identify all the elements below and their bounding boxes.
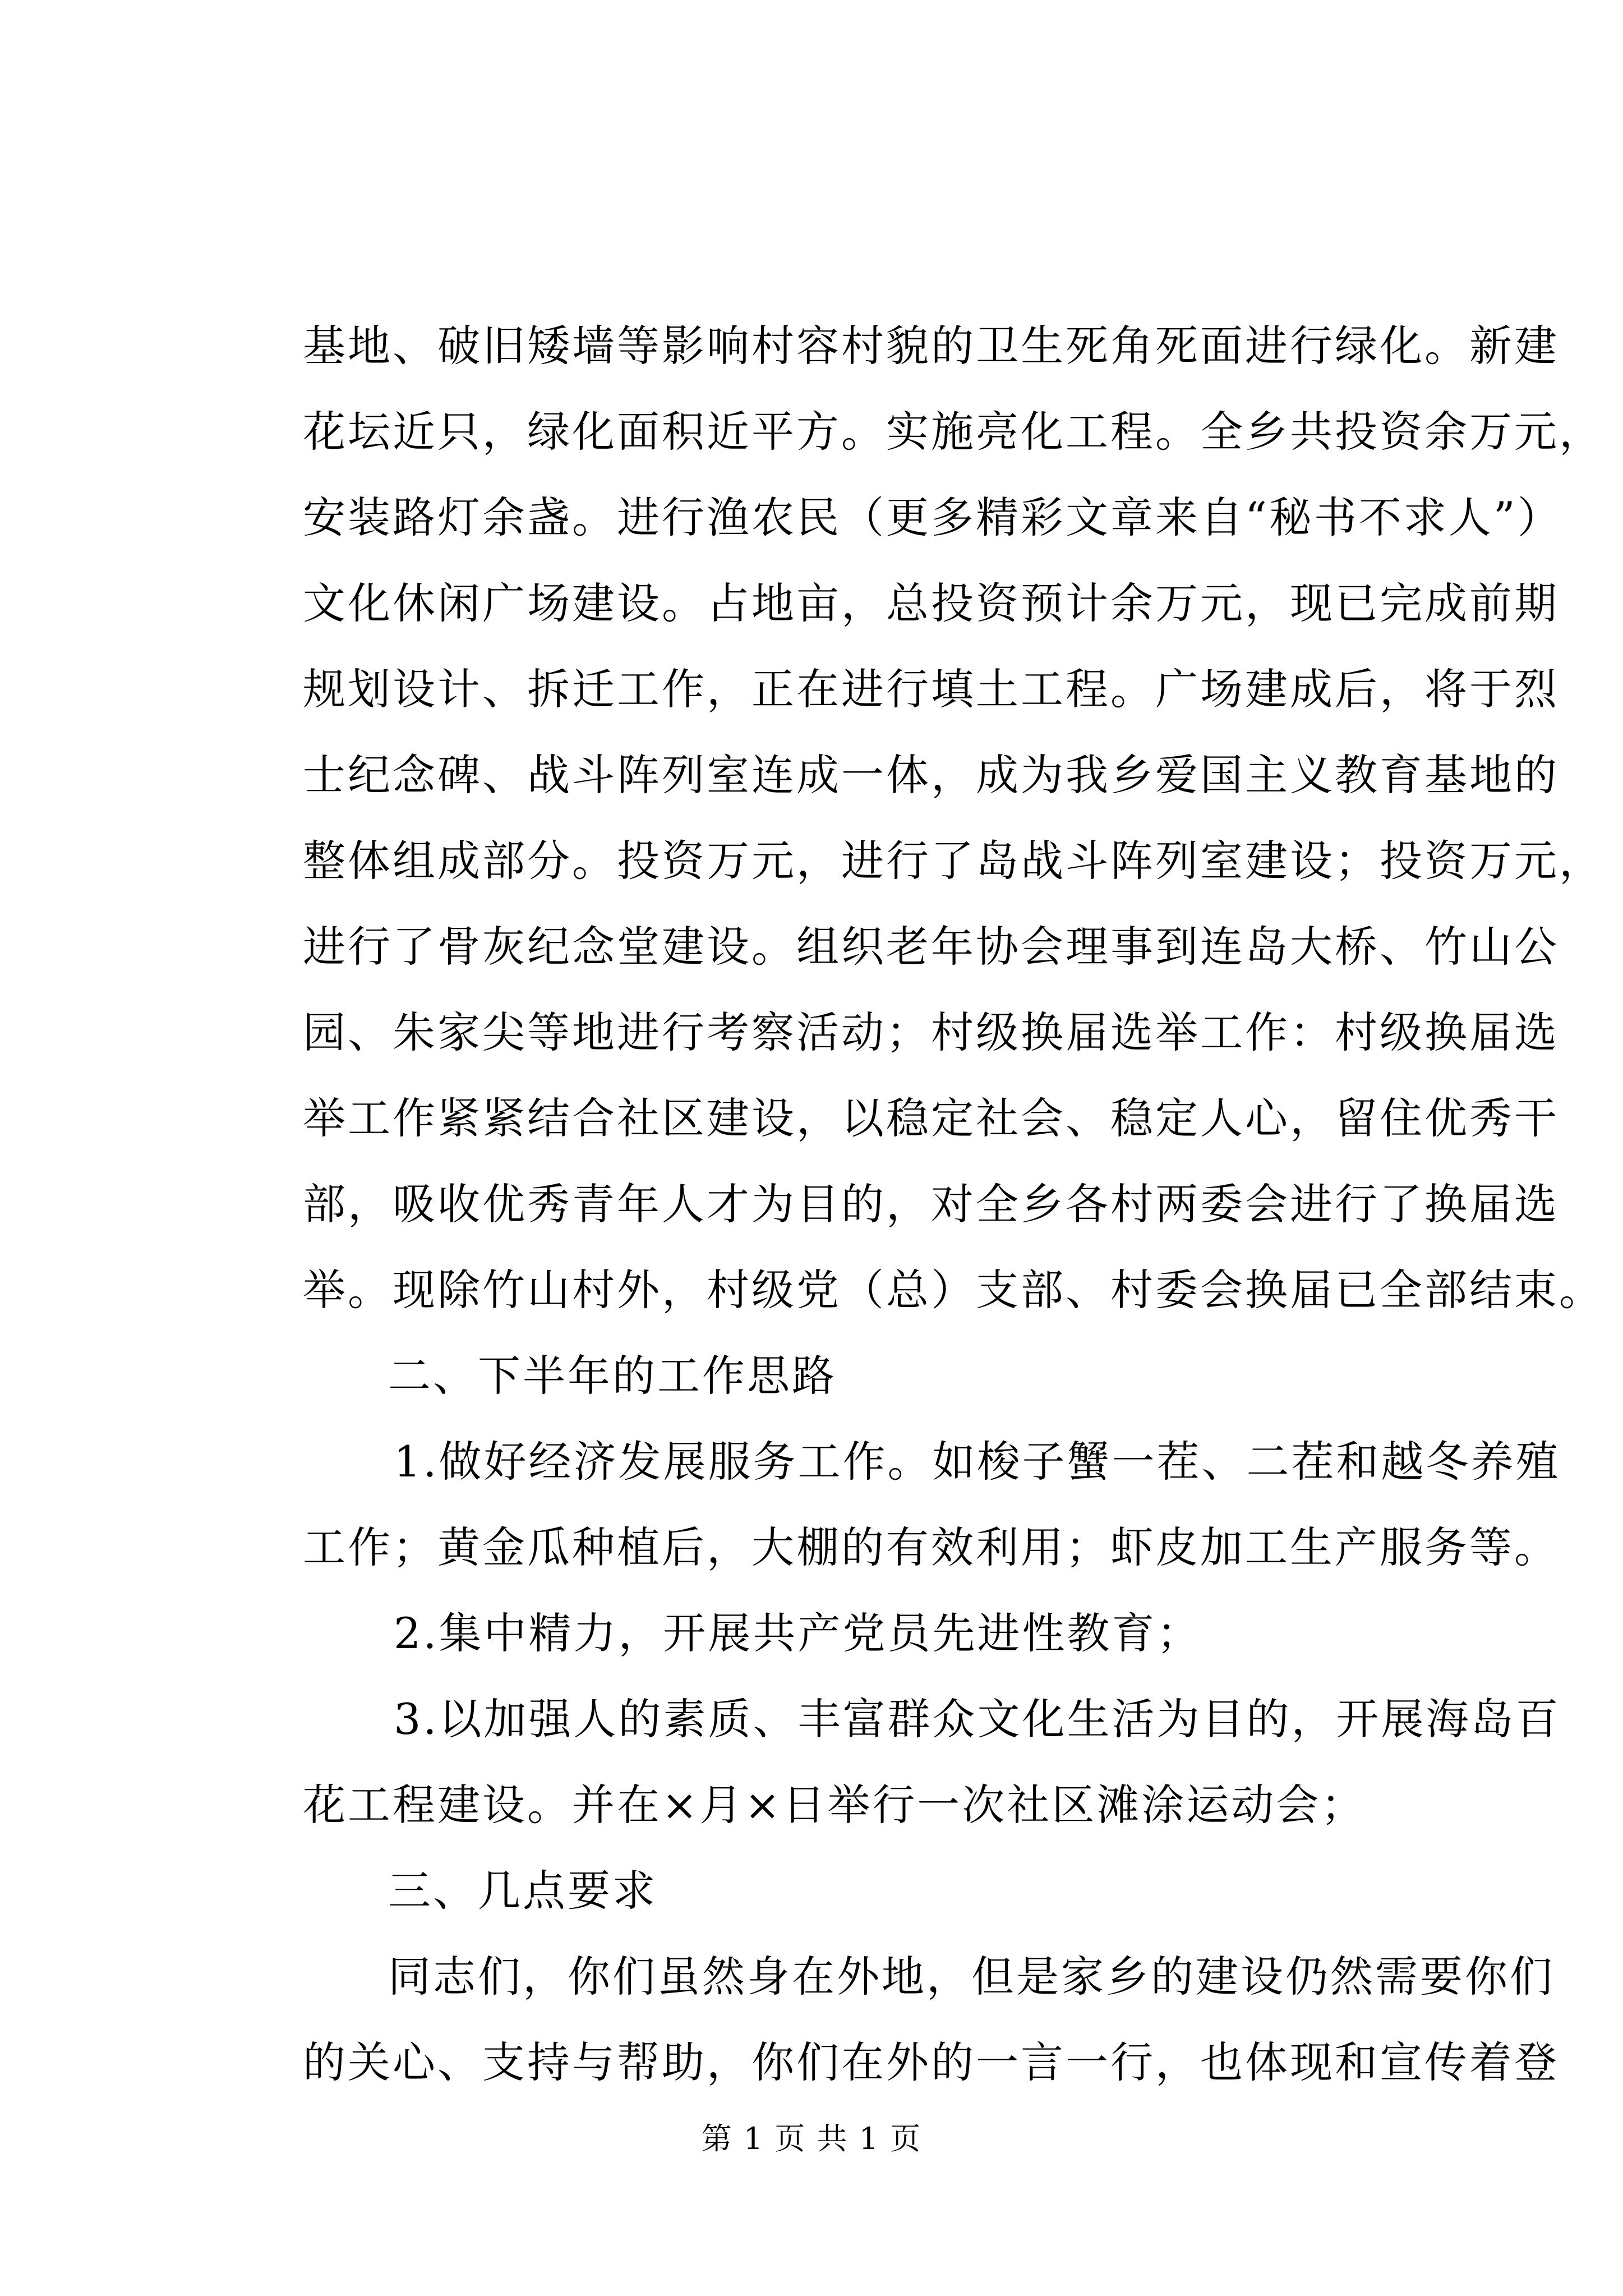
text-line-8: 进行了骨灰纪念堂建设。组织老年协会理事到连岛大桥、竹山公 xyxy=(303,922,1559,972)
text-line-2: 花坛近只，绿化面积近平方。实施亮化工程。全乡共投资余万元， xyxy=(303,407,1604,457)
list-item-2: 2.集中精力，开展共产党员先进性教育； xyxy=(394,1608,1202,1658)
text-line-4: 文化休闲广场建设。占地亩，总投资预计余万元，现已完成前期 xyxy=(303,578,1559,628)
list-item-3: 3.以加强人的素质、丰富群众文化生活为目的，开展海岛百 xyxy=(394,1694,1561,1744)
page-number-footer: 第 1 页 共 1 页 xyxy=(701,2121,922,2156)
text-line-12: 举。现除竹山村外，村级党（总）支部、村委会换届已全部结束。 xyxy=(303,1265,1604,1315)
text-line-18: 花工程建设。并在×月×日举行一次社区滩涂运动会； xyxy=(303,1780,1366,1830)
text-line-20: 同志们，你们虽然身在外地，但是家乡的建设仍然需要你们 xyxy=(388,1952,1555,2001)
section-heading-2: 二、下半年的工作思路 xyxy=(388,1351,837,1401)
text-line-1: 基地、破旧矮墙等影响村容村貌的卫生死角死面进行绿化。新建 xyxy=(303,321,1559,371)
document-body xyxy=(303,303,1604,2105)
text-line-15: 工作；黄金瓜种植后，大棚的有效利用；虾皮加工生产服务等。 xyxy=(303,1522,1559,1572)
text-line-11: 部，吸收优秀青年人才为目的，对全乡各村两委会进行了换届选 xyxy=(303,1179,1559,1229)
text-line-9: 园、朱家尖等地进行考察活动；村级换届选举工作：村级换届选 xyxy=(303,1007,1559,1057)
text-line-10: 举工作紧紧结合社区建设，以稳定社会、稳定人心，留住优秀干 xyxy=(303,1093,1559,1143)
text-line-3: 安装路灯余盏。进行渔农民（更多精彩文章来自“秘书不求人”） xyxy=(303,493,1562,542)
section-heading-3: 三、几点要求 xyxy=(388,1866,657,1916)
text-line-6: 士纪念碑、战斗阵列室连成一体，成为我乡爱国主义教育基地的 xyxy=(303,750,1559,800)
list-item-1: 1.做好经济发展服务工作。如梭子蟹一茬、二茬和越冬养殖 xyxy=(394,1437,1561,1487)
text-line-7: 整体组成部分。投资万元，进行了岛战斗阵列室建设；投资万元， xyxy=(303,836,1604,886)
text-line-5: 规划设计、拆迁工作，正在进行填土工程。广场建成后，将于烈 xyxy=(303,664,1559,714)
text-line-21: 的关心、支持与帮助，你们在外的一言一行，也体现和宣传着登 xyxy=(303,2037,1559,2087)
